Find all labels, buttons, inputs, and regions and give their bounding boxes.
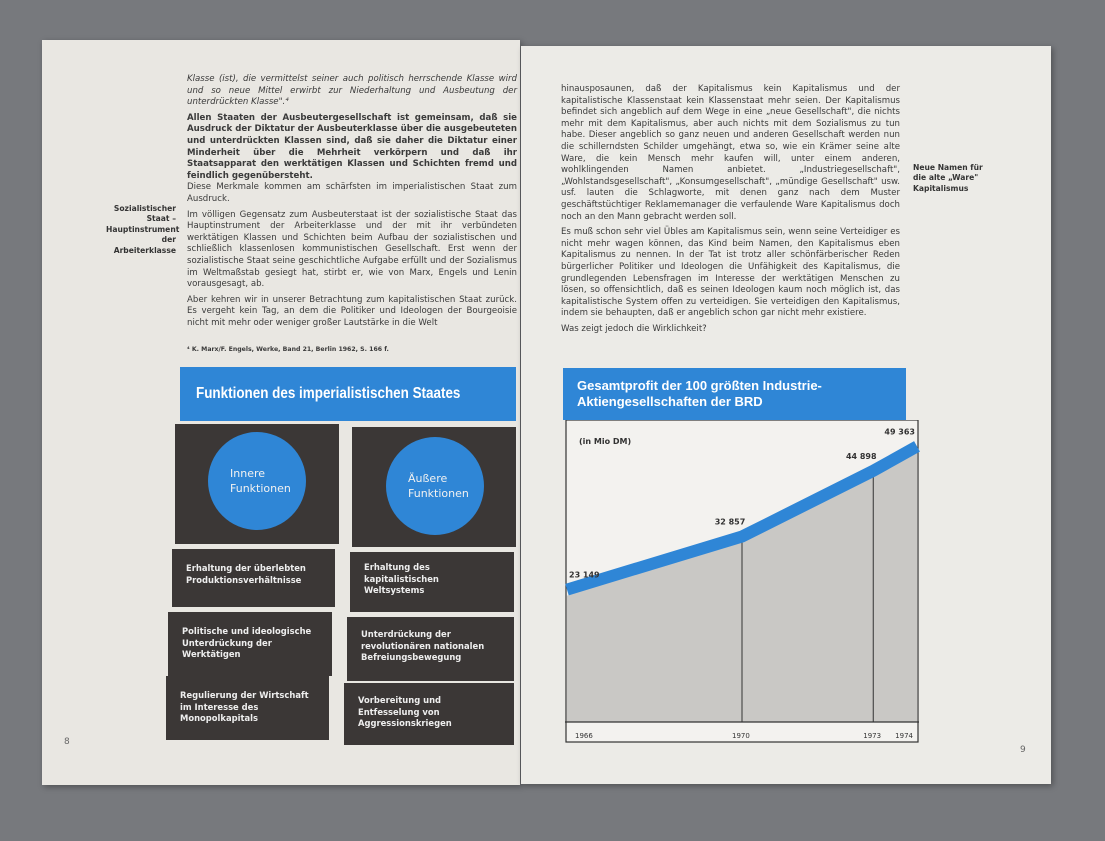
value-label: 32 857 (714, 517, 746, 527)
x-tick-label: 1966 (575, 732, 593, 740)
unit-label: (in Mio DM) (579, 437, 632, 446)
paragraph: Diese Merkmale kommen am schärfsten im imperialistischen Staat zum Ausdruck. (187, 182, 517, 204)
paragraph: Was zeigt jedoch die Wirklichkeit? (561, 323, 707, 334)
circle-label: Funktionen (230, 482, 291, 495)
circle-label: Innere (230, 467, 266, 480)
x-tick-label: 1973 (863, 732, 882, 740)
circle-label: Funktionen (408, 487, 469, 500)
inner-function-item: Politische und ideologische Unterdrückung der Werktätigen (168, 612, 332, 676)
page-number: 8 (64, 737, 70, 747)
margin-note: Sozialistischer Staat – Hauptinstrument der Arbeiterklasse (106, 204, 180, 255)
value-label: 23 149 (569, 570, 600, 580)
outer-functions-circle (386, 437, 484, 535)
value-label: 49 363 (884, 427, 915, 437)
outer-function-item: Vorbereitung und Entfesselung von Aggressionskriegen (344, 683, 514, 745)
diagram-title-bar (180, 367, 516, 421)
inner-function-item: Erhaltung der überlebten Produktionsverhältnisse (172, 549, 335, 607)
paragraph: hinausposaunen, daß der Kapitalismus kein Kapitalismus und der kapitalistische Klassenstaat kein Klassenstaat mehr seien. Der Kapitalismus befindet sich angeblich auf dem Wege in eine „neue Gesellschaft", die nichts mehr mit dem Kapitalismus, aber auch nichts mit dem Sozialismus zu tun habe. Dieser angeblich so ganz neuen und anderen Gesellschaft werden nun die schillerndsten Schilder umgehängt, etwa so, wie ein Krämer seine alte Ware, die kein Mensch mehr kaufen will, unter einem anderen, wohlklingenden Namen anbietet. „Industriegesellschaft", „Wohlstandsgesellschaft", „Konsumgesellschaft", „mündige Gesellschaft" usw. usf. lauten die Schlagworte, mit denen ganz nach dem Muster geschäftstüchtiger Reklamemanager die verfaulende Ware Kapitalismus doch noch an den Mann gebracht werden soll. (561, 84, 900, 222)
diagram-title: Funktionen des imperialistischen Staates (196, 385, 461, 402)
profit-chart (565, 420, 920, 745)
inner-functions-circle (208, 432, 306, 530)
footnote: ⁴ K. Marx/F. Engels, Werke, Band 21, Berlin 1962, S. 166 f. (187, 346, 389, 353)
x-tick-label: 1970 (732, 732, 750, 740)
outer-function-item: Unterdrückung der revolutionären nationalen Befreiungsbewegung (347, 617, 514, 681)
circle-label: Äußere (408, 472, 448, 485)
inner-function-item: Regulierung der Wirtschaft im Interesse des Monopolkapitals (166, 676, 329, 740)
chart-title: Gesamtprofit der 100 größten Industrie-Aktiengesellschaften der BRD (563, 368, 906, 420)
value-label: 44 898 (845, 451, 877, 461)
paragraph: Es muß schon sehr viel Übles am Kapitalismus sein, wenn seine Verteidiger es nicht mehr wagen können, das Kind beim Namen, den Kapitalismus eben Kapitalismus zu nennen. In der Tat ist trotz aller schönfärberischer Reden bürgerlicher Politiker und Ideologen die Unfähigkeit des Kapitalismus, die grundlegenden Lebensfragen im Interesse der werktätigen Menschen zu lösen, so offensichtlich, daß es seinen Ideologen kaum noch möglich ist, das kapitalistische System offen zu verteidigen. Sie verteidigen den Kapitalismus, indem sie behaupten, daß er angeblich schon gar nicht mehr existiere. (561, 227, 900, 319)
paragraph: Im völligen Gegensatz zum Ausbeuterstaat ist der sozialistische Staat das Hauptinstrument der Arbeiterklasse und der mit ihr verbündeten werktätigen Klassen und Schichten beim Aufbau der sozialistischen und schließlich klassenlosen kommunistischen Gesellschaft. Erst wenn der sozialistische Staat seine geschichtliche Aufgabe erfüllt und der Sozialismus im Weltmaßstab gesiegt hat, stirbt er, wie von Marx, Engels und Lenin vorausgesagt, ab. (187, 209, 517, 290)
margin-note: Neue Namen für die alte „Ware" Kapitalismus (913, 163, 983, 193)
paragraph: Klasse (ist), die vermittelst seiner auch politisch herrschende Klasse wird und so neue Mittel erwirbt zur Niederhaltung und Ausbeutung der unterdrückten Klasse".⁴ (187, 74, 517, 108)
page-number: 9 (1020, 745, 1026, 755)
paragraph: Aber kehren wir in unserer Betrachtung zum kapitalistischen Staat zurück. Es vergeht kein Tag, an dem die Politiker und Ideologen der Bourgeoisie nicht mit mehr oder weniger großer Lautstärke in die Welt (187, 294, 517, 328)
paragraph: Allen Staaten der Ausbeutergesellschaft ist gemeinsam, daß sie Ausdruck der Diktatur der Ausbeuterklasse über die ausgebeuteten und unterdrückten Klassen sind, daß sie daher die Diktatur einer Minderheit über die Mehrheit verkörpern und daß ihr Staatsapparat den werktätigen Klassen und Schichten fremd und feindlich gegenübersteht. (187, 112, 517, 181)
x-tick-label: 1974 (895, 732, 913, 740)
left-body-text (187, 74, 517, 333)
right-body-text (561, 84, 900, 339)
outer-function-item: Erhaltung des kapitalistischen Weltsystems (350, 552, 514, 612)
